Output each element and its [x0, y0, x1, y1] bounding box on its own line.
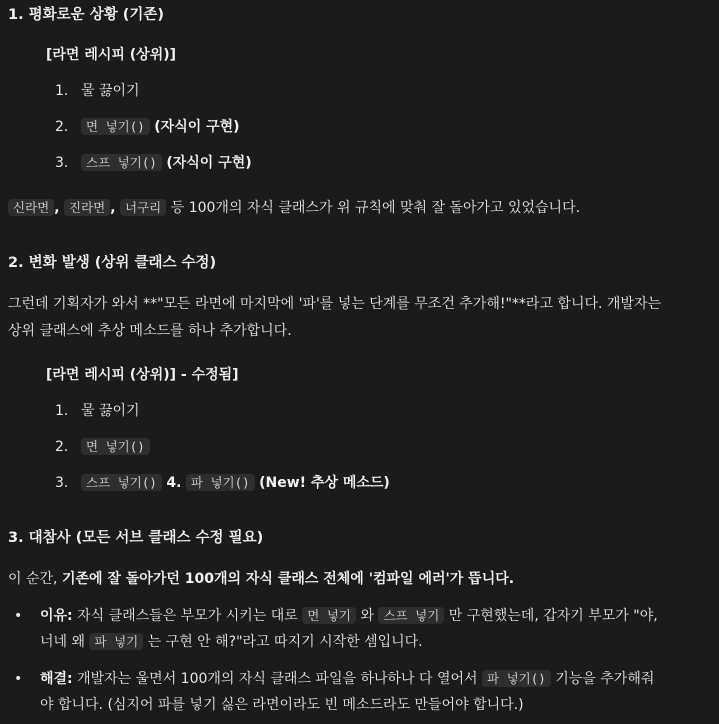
list-item: 2. 면 넣기(): [55, 437, 150, 459]
bullet-dot: •: [14, 671, 23, 687]
inline-code: 면 넣기: [302, 607, 356, 624]
inline-code: 면 넣기(): [81, 118, 150, 135]
section-2-paragraph-line2: 상위 클래스에 추상 메소드를 하나 추가합니다.: [8, 323, 292, 339]
bullet-item: • 이유: 자식 클래스들은 부모가 시키는 대로 면 넣기 와 스프 넣기 만 구현했는데, 갑자기 부모가 "야, 너네 왜 파 넣기 는 구현 안 해?"라고 따지기 시작한 셈입니다.: [14, 608, 658, 650]
section-2-paragraph-line1: 그런데 기획자가 와서 **"모든 라면에 마지막에 '파'를 넣는 단계를 무조건 추가해!"**라고 합니다. 개발자는: [8, 296, 661, 312]
inline-code: 파 넣기(): [186, 474, 255, 491]
inline-code: 스프 넣기(): [81, 474, 162, 491]
section-2-heading: 2. 변화 발생 (상위 클래스 수정): [8, 255, 217, 271]
list-item: 2. 면 넣기() (자식이 구현): [55, 119, 240, 135]
list-item: 3. 스프 넣기() (자식이 구현): [55, 155, 252, 171]
bullet-item: • 해결: 개발자는 울면서 100개의 자식 클래스 파일을 하나하나 다 열어서 파 넣기() 기능을 추가해줘 야 합니다. (심지어 파를 넣기 싫은 라면이라도 빈 메소드라도 만들어야 합니다.): [14, 671, 655, 713]
inline-code: 스프 넣기: [378, 607, 444, 624]
inline-code: 진라면: [64, 199, 110, 216]
section-1-block-title: [라면 레시피 (상위)]: [46, 47, 177, 63]
section-3-intro: 이 순간, 기존에 잘 돌아가던 100개의 자식 클래스 전체에 '컴파일 에러'가 뜹니다.: [8, 571, 515, 587]
inline-code: 스프 넣기(): [81, 154, 162, 171]
inline-code: 너구리: [120, 199, 166, 216]
inline-code: 파 넣기(): [482, 670, 551, 687]
list-item: 1. 물 끓이기: [55, 403, 140, 419]
list-item: 1. 물 끓이기: [55, 83, 140, 99]
section-2-block-title: [라면 레시피 (상위)] - 수정됨]: [46, 367, 239, 383]
section-1-summary: 신라면 , 진라면 , 너구리 등 100개의 자식 클래스가 위 규칙에 맞춰 잘 돌아가고 있었습니다.: [8, 198, 580, 220]
inline-code: 파 넣기: [89, 633, 143, 650]
section-1-heading: 1. 평화로운 상황 (기존): [8, 7, 165, 23]
bullet-dot: •: [14, 608, 23, 624]
list-item: 3. 스프 넣기() 4. 파 넣기() (New! 추상 메소드): [55, 475, 390, 491]
section-3-heading: 3. 대참사 (모든 서브 클래스 수정 필요): [8, 530, 264, 546]
inline-code: 면 넣기(): [81, 438, 150, 455]
inline-code: 신라면: [8, 199, 54, 216]
